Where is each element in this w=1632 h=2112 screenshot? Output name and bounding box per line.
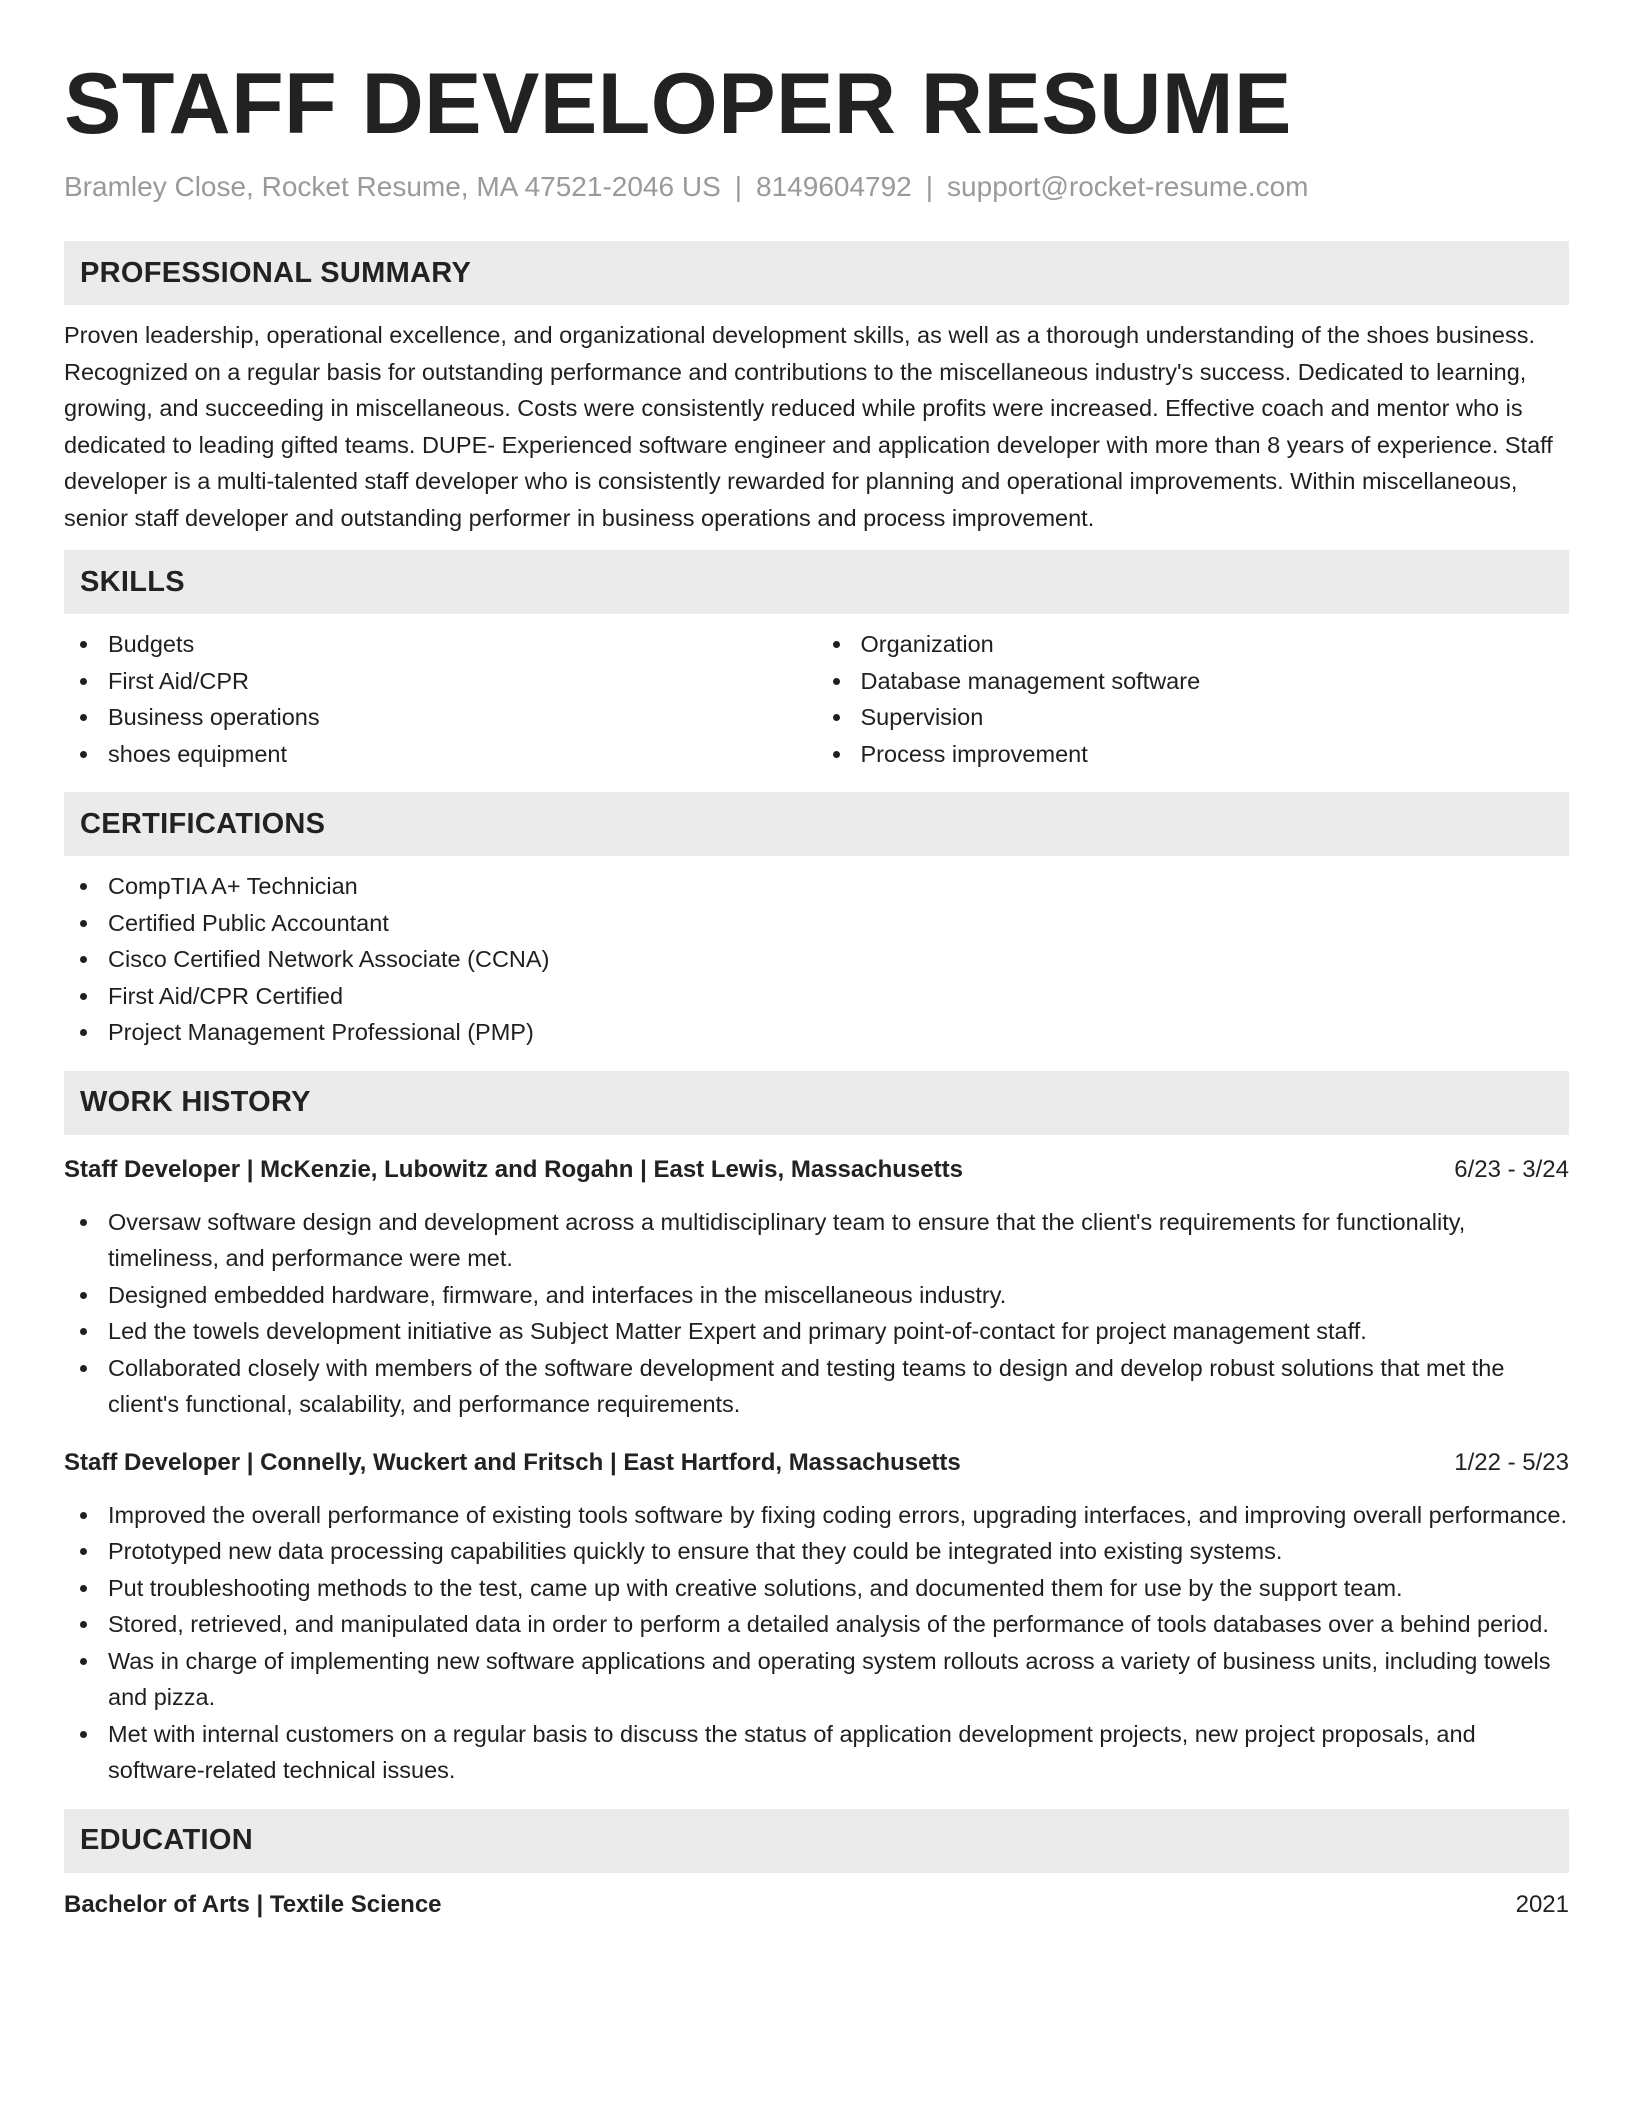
job-bullet: Stored, retrieved, and manipulated data in order to perform a detailed analysis of the performance of tools databases over a behind period. xyxy=(64,1606,1569,1643)
certification-item: Certified Public Accountant xyxy=(64,905,1569,942)
job-bullet: Collaborated closely with members of the software development and testing teams to design and develop robust solutions that met the client's functional, scalability, and performance requirements. xyxy=(64,1350,1569,1423)
section-header-certifications xyxy=(64,792,1569,856)
job-title: Staff Developer | Connelly, Wuckert and Fritsch | East Hartford, Massachusetts xyxy=(64,1448,961,1476)
section-heading: SKILLS xyxy=(80,565,185,598)
skills-list-right xyxy=(817,626,1570,772)
skill-item: Organization xyxy=(817,626,1570,663)
section-header-education xyxy=(64,1809,1569,1873)
certification-item: Cisco Certified Network Associate (CCNA) xyxy=(64,941,1569,978)
job-bullet: Put troubleshooting methods to the test, came up with creative solutions, and documented them for use by the support team. xyxy=(64,1570,1569,1607)
contact-phone: 8149604792 xyxy=(756,171,912,202)
skill-item: Business operations xyxy=(64,699,817,736)
certifications-list xyxy=(64,868,1569,1051)
section-header-skills xyxy=(64,550,1569,614)
job-bullet: Was in charge of implementing new software applications and operating system rollouts across a variety of business units, including towels and pizza. xyxy=(64,1643,1569,1716)
education-entry xyxy=(64,1887,1569,1923)
job-bullet: Oversaw software design and development across a multidisciplinary team to ensure that the client's requirements for functionality, timeliness, and performance were met. xyxy=(64,1204,1569,1277)
section-header-work-history xyxy=(64,1071,1569,1135)
skills-list-left xyxy=(64,626,817,772)
job-bullet: Prototyped new data processing capabilities quickly to ensure that they could be integrated into existing systems. xyxy=(64,1533,1569,1570)
job-bullet: Met with internal customers on a regular basis to discuss the status of application development projects, new project proposals, and software-related technical issues. xyxy=(64,1716,1569,1789)
job-bullets xyxy=(64,1204,1569,1423)
contact-separator: | xyxy=(925,171,934,202)
skill-item: shoes equipment xyxy=(64,736,817,773)
job-entry xyxy=(64,1445,1569,1789)
skill-item: First Aid/CPR xyxy=(64,663,817,700)
skill-item: Process improvement xyxy=(817,736,1570,773)
job-header xyxy=(64,1445,1569,1481)
job-bullets xyxy=(64,1497,1569,1789)
certification-item: CompTIA A+ Technician xyxy=(64,868,1569,905)
job-entry xyxy=(64,1152,1569,1423)
contact-address: Bramley Close, Rocket Resume, MA 47521-2046 US xyxy=(64,171,721,202)
skill-item: Database management software xyxy=(817,663,1570,700)
skill-item: Budgets xyxy=(64,626,817,663)
job-title: Staff Developer | McKenzie, Lubowitz and Rogahn | East Lewis, Massachusetts xyxy=(64,1155,963,1183)
certification-item: Project Management Professional (PMP) xyxy=(64,1014,1569,1051)
job-header xyxy=(64,1152,1569,1188)
contact-email[interactable]: support@rocket-resume.com xyxy=(947,171,1309,202)
section-heading: CERTIFICATIONS xyxy=(80,807,326,840)
job-dates: 6/23 - 3/24 xyxy=(1454,1155,1569,1183)
contact-separator: | xyxy=(734,171,743,202)
summary-text: Proven leadership, operational excellence, and organizational development skills, as well as a thorough understanding of the shoes business. Recognized on a regular basis for outstanding performance and contributions to the miscellaneous industry's success. Dedicated to learning, growing, and succeeding in miscellaneous. Costs were consistently reduced while profits were increased. Effective coach and mentor who is dedicated to leading gifted teams. DUPE- Experienced software engineer and application developer with more than 8 years of experience. Staff developer is a multi-talented staff developer who is consistently rewarded for planning and operational improvements. Within miscellaneous, senior staff developer and outstanding performer in business operations and process improvement. xyxy=(64,322,1553,531)
job-bullet: Led the towels development initiative as Subject Matter Expert and primary point-of-contact for project management staff. xyxy=(64,1313,1569,1350)
skills-grid xyxy=(64,626,1569,772)
resume-title: STAFF DEVELOPER RESUME xyxy=(64,56,1292,152)
skill-item: Supervision xyxy=(817,699,1570,736)
job-dates: 1/22 - 5/23 xyxy=(1454,1448,1569,1476)
section-heading: PROFESSIONAL SUMMARY xyxy=(80,256,472,289)
section-header-summary xyxy=(64,241,1569,305)
education-degree: Bachelor of Arts | Textile Science xyxy=(64,1890,442,1918)
contact-line xyxy=(64,170,1569,204)
certification-item: First Aid/CPR Certified xyxy=(64,978,1569,1015)
job-bullet: Improved the overall performance of existing tools software by fixing coding errors, upgrading interfaces, and improving overall performance. xyxy=(64,1497,1569,1534)
education-year: 2021 xyxy=(1515,1890,1569,1918)
job-bullet: Designed embedded hardware, firmware, and interfaces in the miscellaneous industry. xyxy=(64,1277,1569,1314)
section-heading: EDUCATION xyxy=(80,1824,253,1856)
section-heading: WORK HISTORY xyxy=(80,1086,311,1118)
